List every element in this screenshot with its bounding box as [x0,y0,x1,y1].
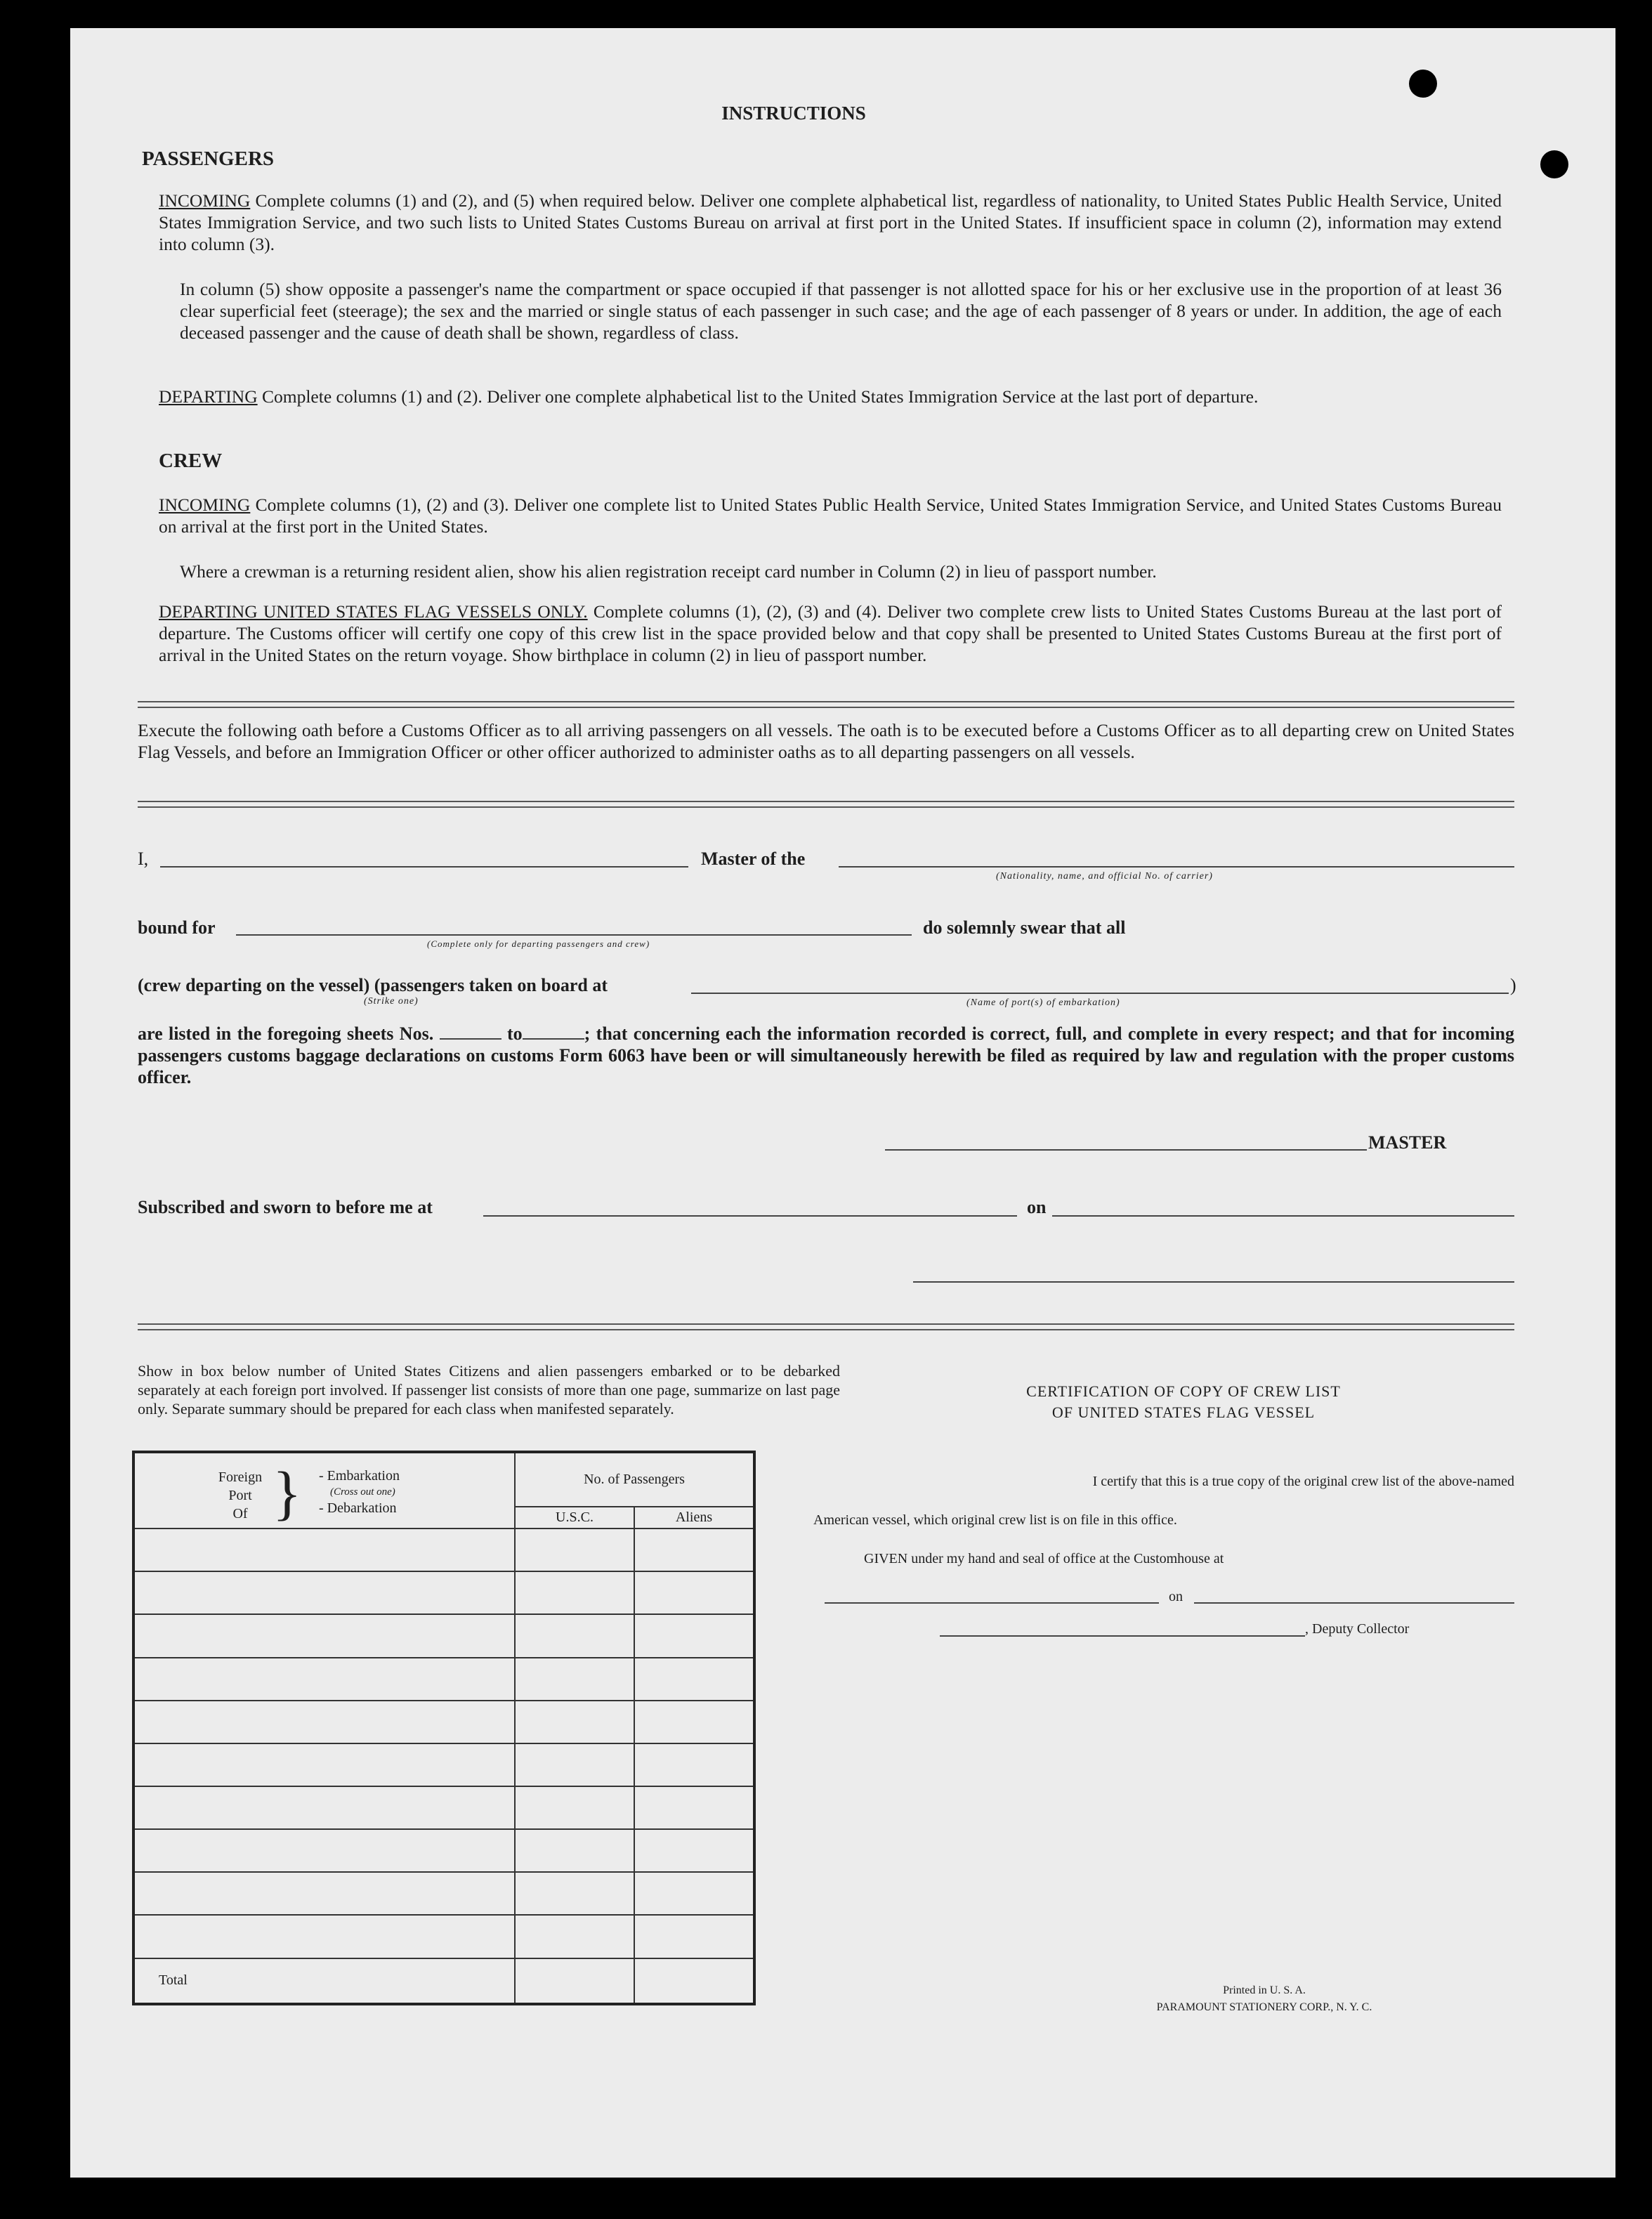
oath-intro: Execute the following oath before a Customs Officer as to all arriving passengers on all vessels. The oath is to be executed before a Customs Officer as to all departing crew on United States Flag Vessels, and before an Immigration Officer or other officer authorized to administer oaths as to all departing passengers on all vessels. [138,720,1514,762]
aliens-cell[interactable] [634,1571,754,1614]
page-title: INSTRUCTIONS [721,103,866,124]
brace-icon: } [273,1459,302,1527]
oath-i-label: I, [138,849,149,869]
usc-cell[interactable] [515,1529,634,1571]
divider [138,1323,1514,1330]
master-signature-field[interactable] [885,1149,1367,1151]
sworn-date-field[interactable] [1052,1215,1514,1217]
port-cell[interactable] [133,1701,515,1743]
no-passengers-header: No. of Passengers [515,1452,754,1507]
given-line: GIVEN under my hand and seal of office at the Customhouse at [864,1551,1224,1566]
embarkation-option[interactable]: - Embarkation [319,1468,400,1484]
of-label: Of [232,1506,248,1522]
port-header-cell [133,1452,515,1529]
certification-on-label: on [1169,1589,1183,1604]
usc-cell[interactable] [515,1571,634,1614]
usc-cell[interactable] [515,1786,634,1829]
carrier-field[interactable] [839,866,1514,868]
sworn-place-field[interactable] [483,1215,1017,1217]
sheet-from-field[interactable] [440,1038,501,1040]
aliens-cell[interactable] [634,1658,754,1701]
port-cell[interactable] [133,1571,515,1614]
aliens-total-cell[interactable] [634,1958,754,2004]
usc-cell[interactable] [515,1701,634,1743]
port-cell[interactable] [133,1786,515,1829]
foreign-label: Foreign [218,1469,263,1486]
crew-incoming-label: INCOMING [159,495,251,515]
master-label: MASTER [1368,1132,1447,1153]
port-cell[interactable] [133,1872,515,1915]
aliens-cell[interactable] [634,1829,754,1872]
swear-label: do solemnly swear that all [923,917,1126,938]
usc-cell[interactable] [515,1658,634,1701]
passengers-heading: PASSENGERS [142,148,275,170]
on-label: on [1027,1197,1047,1217]
port-cell[interactable] [133,1915,515,1958]
usc-cell[interactable] [515,1614,634,1657]
certify-line2: American vessel, which original crew list is on file in this office. [813,1512,1177,1528]
master-of-label: Master of the [701,849,806,869]
form-sheet [70,28,1615,2178]
usc-cell[interactable] [515,1872,634,1915]
usc-header: U.S.C. [515,1507,634,1529]
aliens-cell[interactable] [634,1529,754,1571]
embarkation-port-field[interactable] [691,993,1509,994]
strike-caption: (Strike one) [364,996,419,1007]
aliens-header: Aliens [634,1507,754,1529]
close-paren: ) [1510,975,1516,995]
bound-for-caption: (Complete only for departing passengers and crew) [427,938,650,949]
total-label: Total [133,1958,515,2004]
crew-departing-paragraph [159,601,1502,666]
usc-total-cell[interactable] [515,1958,634,2004]
usc-cell[interactable] [515,1915,634,1958]
bound-for-field[interactable] [236,934,912,936]
punch-hole-icon [1409,70,1437,98]
debarkation-option[interactable]: - Debarkation [319,1500,397,1517]
crew-departing-text: Complete columns (1), (2), (3) and (4). Deliver two complete crew lists to United States Customs Bureau at the last port of departure. The Customs officer will certify one copy of this crew list in the space provided below and that copy shall be presented to United States Customs Bureau at the first port of arrival in the United States on the return voyage. Show birthplace in column (2) in lieu of passport number. [159,601,1502,665]
carrier-caption: (Nationality, name, and official No. of carrier) [996,871,1213,882]
master-name-field[interactable] [160,866,688,868]
officer-signature-field[interactable] [913,1281,1514,1283]
crew-incoming-paragraph [159,494,1502,537]
usc-cell[interactable] [515,1829,634,1872]
aliens-cell[interactable] [634,1614,754,1657]
port-cell[interactable] [133,1743,515,1786]
sheet-to-field[interactable] [523,1038,584,1040]
divider [138,701,1514,708]
printer-line1: Printed in U. S. A. [1223,1984,1306,1996]
listed-suffix: ; that concerning each the information recorded is correct, full, and complete in every respect; and that for incoming passengers customs baggage declarations on customs Form 6063 have been or will simultaneously herewith be filed as required by law and regulation with the proper customs officer. [138,1023,1514,1087]
port-cell[interactable] [133,1614,515,1657]
port-cell[interactable] [133,1529,515,1571]
punch-hole-icon [1540,150,1568,178]
aliens-cell[interactable] [634,1743,754,1786]
summary-instructions: Show in box below number of United States Citizens and alien passengers embarked or to be debarked separately at each foreign port involved. If passenger list consists of more than one page, summarize on last page only. Separate summary should be prepared for each class when manifested separately. [138,1362,840,1418]
certification-title-line2: OF UNITED STATES FLAG VESSEL [1051,1403,1316,1421]
aliens-cell[interactable] [634,1701,754,1743]
port-label: Port [228,1488,252,1504]
printer-imprint [1117,1982,1412,2016]
crew-departing-strike-label: (crew departing on the vessel) (passengers taken on board at [138,975,608,995]
port-cell[interactable] [133,1829,515,1872]
passengers-incoming-paragraph [159,190,1502,255]
passengers-departing-text: Complete columns (1) and (2). Deliver one complete alphabetical list to the United States Immigration Service at the last port of departure. [262,386,1259,407]
port-caption: (Name of port(s) of embarkation) [966,997,1120,1008]
crew-resident-paragraph: Where a crewman is a returning resident alien, show his alien registration receipt card number in Column (2) in lieu of passport number. [180,561,1157,582]
oath-listed-paragraph [138,1023,1514,1088]
usc-cell[interactable] [515,1743,634,1786]
aliens-cell[interactable] [634,1915,754,1958]
crew-heading: CREW [159,450,223,472]
crew-departing-label: DEPARTING UNITED STATES FLAG VESSELS ONLY. [159,601,588,622]
listed-prefix: are listed in the foregoing sheets Nos. [138,1023,434,1044]
passengers-column5-paragraph: In column (5) show opposite a passenger's name the compartment or space occupied if that passenger is not allotted space for his or her exclusive use in the proportion of at least 36 clear superficial feet (steerage); the sex and the married or single status of each passenger in such case; and the age of each passenger of 8 years or under. In addition, the age of each deceased passenger and the cause of death shall be shown, regardless of class. [180,279,1502,343]
passenger-summary-table [132,1451,756,2005]
deputy-collector-label: , Deputy Collector [1305,1621,1410,1637]
divider [138,801,1514,808]
certify-line1: I certify that this is a true copy of the original crew list of the above-named [1092,1474,1514,1489]
certification-date-field[interactable] [1194,1602,1514,1604]
crew-incoming-text: Complete columns (1), (2) and (3). Deliver one complete list to United States Public Health Service, United States Immigration Service, and United States Customs Bureau on arrival at the first port in the United States. [159,495,1502,537]
aliens-cell[interactable] [634,1786,754,1829]
passengers-incoming-text: Complete columns (1) and (2), and (5) when required below. Deliver one complete alphabetical list, regardless of nationality, to United States Public Health Service, United States Immigration Service, and two such lists to United States Customs Bureau on arrival at first port in the United States. If insufficient space in column (2), information may extend into column (3). [159,190,1502,254]
aliens-cell[interactable] [634,1872,754,1915]
subscribed-label: Subscribed and sworn to before me at [138,1197,433,1217]
certification-title [850,1381,1517,1423]
passengers-departing-paragraph [159,386,1502,407]
bound-for-label: bound for [138,917,216,938]
deputy-signature-field[interactable] [940,1635,1305,1637]
cross-out-caption: (Cross out one) [330,1486,395,1498]
departing-label: DEPARTING [159,386,258,407]
listed-to: to [506,1023,523,1044]
printer-line2: PARAMOUNT STATIONERY CORP., N. Y. C. [1156,2001,1372,2013]
incoming-label: INCOMING [159,190,251,211]
certification-title-line1: CERTIFICATION OF COPY OF CREW LIST [1026,1382,1341,1400]
customhouse-field[interactable] [825,1602,1159,1604]
port-cell[interactable] [133,1658,515,1701]
